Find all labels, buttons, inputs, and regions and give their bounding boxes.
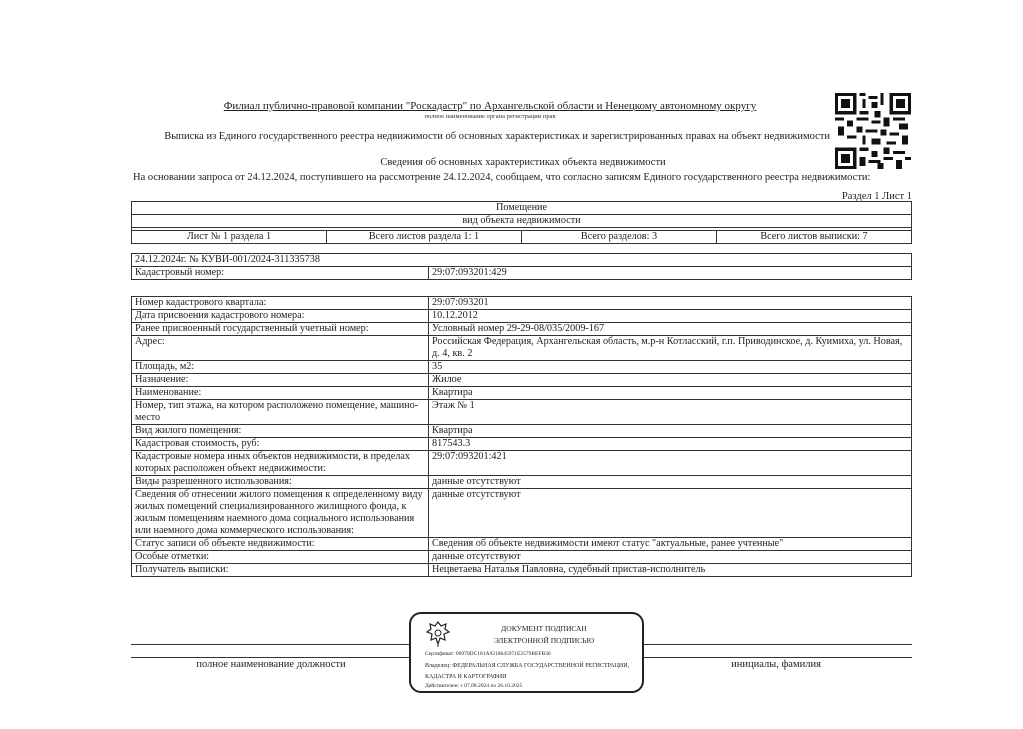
electronic-signature-stamp [409,612,644,693]
total-sections: Всего разделов: 3 [522,231,717,244]
detail-value: данные отсутствуют [429,476,912,489]
detail-value: Квартира [429,387,912,400]
detail-row [132,551,912,564]
detail-value: 10.12.2012 [429,310,912,323]
detail-label: Наименование: [132,387,429,400]
detail-value: Сведения об объекте недвижимости имеют статус "актуальные, ранее учтенные" [429,538,912,551]
total-sheets-extract: Всего листов выписки: 7 [717,231,912,244]
detail-label: Номер кадастрового квартала: [132,297,429,310]
section-title: Сведения об основных характеристиках объекта недвижимости [380,157,666,168]
detail-value: Жилое [429,374,912,387]
detail-value: Российская Федерация, Архангельская область, м.р-н Котласский, г.п. Приводинское, д. Куимиха, ул. Новая, д. 4, кв. 2 [429,336,912,361]
sheet-reference: Раздел 1 Лист 1 [841,191,912,202]
detail-row [132,387,912,400]
organization-caption: полное наименование органа регистрации прав [424,113,556,120]
object-type: Помещение [132,202,912,215]
detail-label: Статус записи об объекте недвижимости: [132,538,429,551]
detail-value: данные отсутствуют [429,551,912,564]
record-date-number: 24.12.2024г. № КУВИ-001/2024-311335738 [132,254,912,267]
detail-label: Площадь, м2: [132,361,429,374]
stamp-owner: Владелец: ФЕДЕРАЛЬНАЯ СЛУЖБА ГОСУДАРСТВЕННОЙ РЕГИСТРАЦИИ, КАДАСТРА И КАРТОГРАФИИ [425,663,630,680]
detail-label: Сведения об отнесении жилого помещения к определенному виду жилых помещений специализированного жилищного фонда, к жилым помещениям наемного дома социального использования или наемного дома коммерческого использования: [132,489,429,538]
detail-label: Дата присвоения кадастрового номера: [132,310,429,323]
object-type-caption: вид объекта недвижимости [132,215,912,228]
detail-value: 29:07:093201 [429,297,912,310]
total-sheets-section: Всего листов раздела 1: 1 [327,231,522,244]
detail-row [132,310,912,323]
detail-row [132,538,912,551]
detail-value: Нецветаева Наталья Павловна, судебный пристав-исполнитель [429,564,912,577]
name-caption: инициалы, фамилия [731,659,821,670]
detail-label: Получатель выписки: [132,564,429,577]
detail-row [132,400,912,425]
stamp-validity: Действителен: с 07.08.2024 по 26.10.2025 [425,683,523,689]
detail-label: Номер, тип этажа, на котором расположено помещение, машино-место [132,400,429,425]
details-table [131,296,912,577]
cadastral-number-value: 29:07:093201:429 [429,267,912,280]
detail-value: Квартира [429,425,912,438]
detail-row [132,451,912,476]
detail-row [132,489,912,538]
detail-row [132,323,912,336]
detail-row [132,438,912,451]
detail-value: Условный номер 29-29-08/035/2009-167 [429,323,912,336]
qr-code-icon [835,93,911,169]
detail-label: Особые отметки: [132,551,429,564]
position-caption: полное наименование должности [196,659,346,670]
detail-label: Виды разрешенного использования: [132,476,429,489]
detail-label: Ранее присвоенный государственный учетный номер: [132,323,429,336]
detail-value: Этаж № 1 [429,400,912,425]
detail-label: Кадастровые номера иных объектов недвижимости, в пределах которых расположен объект недвижимости: [132,451,429,476]
detail-label: Кадастровая стоимость, руб: [132,438,429,451]
detail-value: 35 [429,361,912,374]
detail-label: Адрес: [132,336,429,361]
organization-name: Филиал публично-правовой компании "Роскадастр" по Архангельской области и Ненецкому автономному округу [223,100,757,112]
detail-row [132,476,912,489]
object-type-table [131,201,912,244]
document-title: Выписка из Единого государственного реестра недвижимости об основных характеристиках и зарегистрированных правах на объект недвижимости [164,131,830,142]
detail-label: Вид жилого помещения: [132,425,429,438]
detail-label: Назначение: [132,374,429,387]
stamp-line-2: ЭЛЕКТРОННОЙ ПОДПИСЬЮ [493,636,595,645]
detail-row [132,564,912,577]
detail-row [132,297,912,310]
detail-value: данные отсутствуют [429,489,912,538]
detail-row [132,374,912,387]
basis-text: На основании запроса от 24.12.2024, поступившего на рассмотрение 24.12.2024, сообщаем, что согласно записям Единого государственного реестра недвижимости: [133,172,871,183]
detail-value: 29:07:093201:421 [429,451,912,476]
coat-of-arms-icon [425,620,451,648]
sheet-number: Лист № 1 раздела 1 [132,231,327,244]
detail-row [132,361,912,374]
detail-row [132,336,912,361]
record-table [131,253,912,280]
detail-row [132,425,912,438]
stamp-certificate: Сертификат: 00970DC181A9218645971E2579BEFB30 [425,651,551,657]
cadastral-number-label: Кадастровый номер: [132,267,429,280]
stamp-line-1: ДОКУМЕНТ ПОДПИСАН [501,624,587,633]
detail-value: 817543.3 [429,438,912,451]
